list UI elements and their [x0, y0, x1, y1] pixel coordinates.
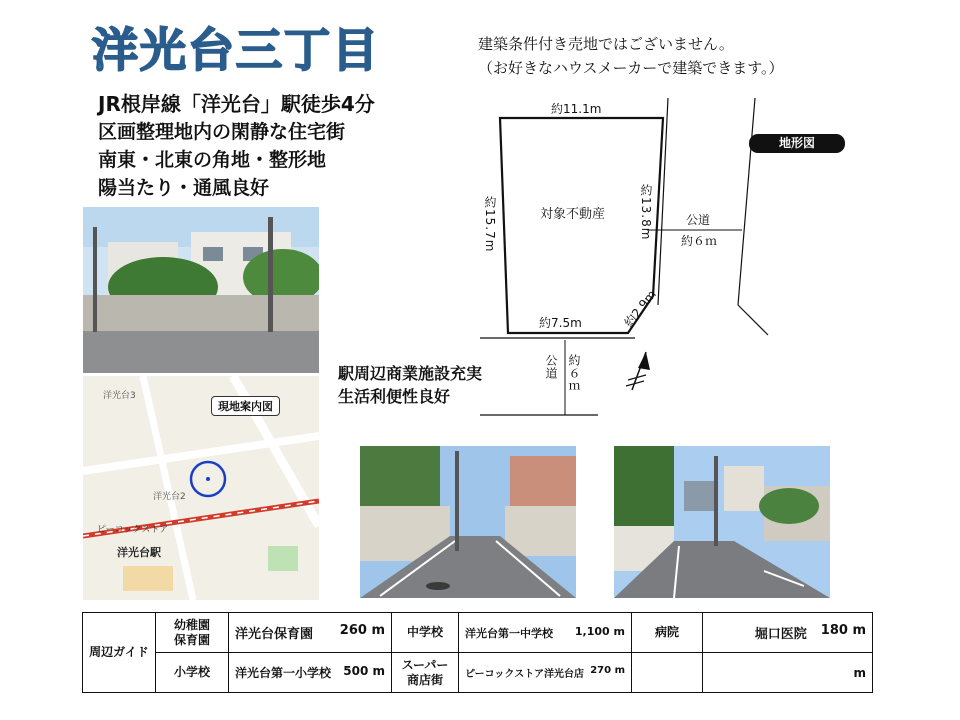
facility-cell	[229, 653, 392, 693]
dimension-left: 約15.7m	[483, 196, 497, 253]
facility-name: 堀口医院	[754, 627, 807, 642]
facility-name: ピーコックストア洋光台店	[465, 669, 584, 680]
facility-cell	[459, 613, 632, 653]
notice-line: 建築条件付き売地ではございません。	[478, 35, 734, 53]
facility-type: 小学校	[156, 653, 229, 693]
location-map	[83, 376, 319, 600]
map-station-label: 洋光台駅	[117, 546, 161, 559]
facility-type: スーパー 商店街	[392, 653, 459, 693]
road-edge-line	[738, 305, 768, 335]
facility-distance: 1,100 m	[574, 624, 625, 638]
plot-diagram	[470, 90, 790, 420]
amenities-line: 生活利便性良好	[338, 387, 451, 406]
feature-list	[98, 90, 375, 202]
nearby-guide-table	[82, 612, 873, 693]
facility-name: 洋光台第一中学校	[465, 626, 553, 640]
feature-item: 南東・北東の角地・整形地	[98, 149, 327, 171]
amenities-line: 駅周辺商業施設充実	[338, 364, 483, 383]
facility-cell	[703, 613, 873, 653]
map-area-label: 洋光台3	[103, 391, 136, 401]
map-legend-badge: 現地案内図	[211, 396, 280, 416]
page-title: 洋光台三丁目	[92, 23, 380, 77]
facility-name: 洋光台保育園	[235, 627, 314, 642]
build-condition-notice	[478, 32, 784, 80]
facility-type: 病院	[632, 613, 703, 653]
facility-distance: m	[853, 665, 866, 680]
facility-type: 中学校	[392, 613, 459, 653]
facility-type	[632, 653, 703, 693]
terrain-map-badge: 地形図	[749, 134, 845, 153]
facility-type: 幼稚園 保育園	[156, 613, 229, 653]
street-photo	[360, 446, 576, 598]
facility-distance: 180 m	[820, 623, 866, 638]
facility-distance: 260 m	[339, 623, 385, 638]
road-east-width: 約６ｍ	[681, 234, 718, 248]
dimension-right: 約13.8m	[639, 184, 653, 241]
facility-name: 洋光台第一小学校	[235, 666, 332, 680]
facility-distance: 270 m	[590, 665, 625, 676]
north-arrow-icon	[626, 352, 650, 390]
dimension-bottom: 約7.5m	[539, 316, 582, 330]
road-south-width: 約６ｍ	[567, 354, 581, 393]
feature-item: JR根岸線「洋光台」駅徒歩4分	[98, 92, 375, 116]
road-south-name: 公道	[544, 354, 558, 380]
subject-property-label: 対象不動産	[540, 207, 606, 222]
property-photo	[83, 207, 319, 373]
park-area	[268, 546, 298, 571]
dimension-corner: 約2.9m	[621, 287, 659, 330]
facility-cell	[703, 653, 873, 693]
dimension-top: 約11.1m	[551, 102, 602, 116]
notice-line: （お好きなハウスメーカーで建築できます。）	[478, 59, 784, 77]
road-edge-line	[738, 98, 755, 305]
map-store-label: ピーコックストア	[97, 525, 169, 535]
feature-item: 陽当たり・通風良好	[98, 177, 270, 199]
street-photo	[614, 446, 830, 598]
facility-cell	[459, 653, 632, 693]
facility-distance: 500 m	[343, 664, 385, 678]
amenities-note	[338, 362, 482, 408]
facility-cell	[229, 613, 392, 653]
feature-item: 区画整理地内の閑静な住宅街	[98, 121, 346, 143]
guide-header: 周辺ガイド	[83, 613, 156, 693]
map-area-label: 洋光台2	[153, 492, 186, 502]
road-east-name: 公道	[686, 213, 711, 227]
